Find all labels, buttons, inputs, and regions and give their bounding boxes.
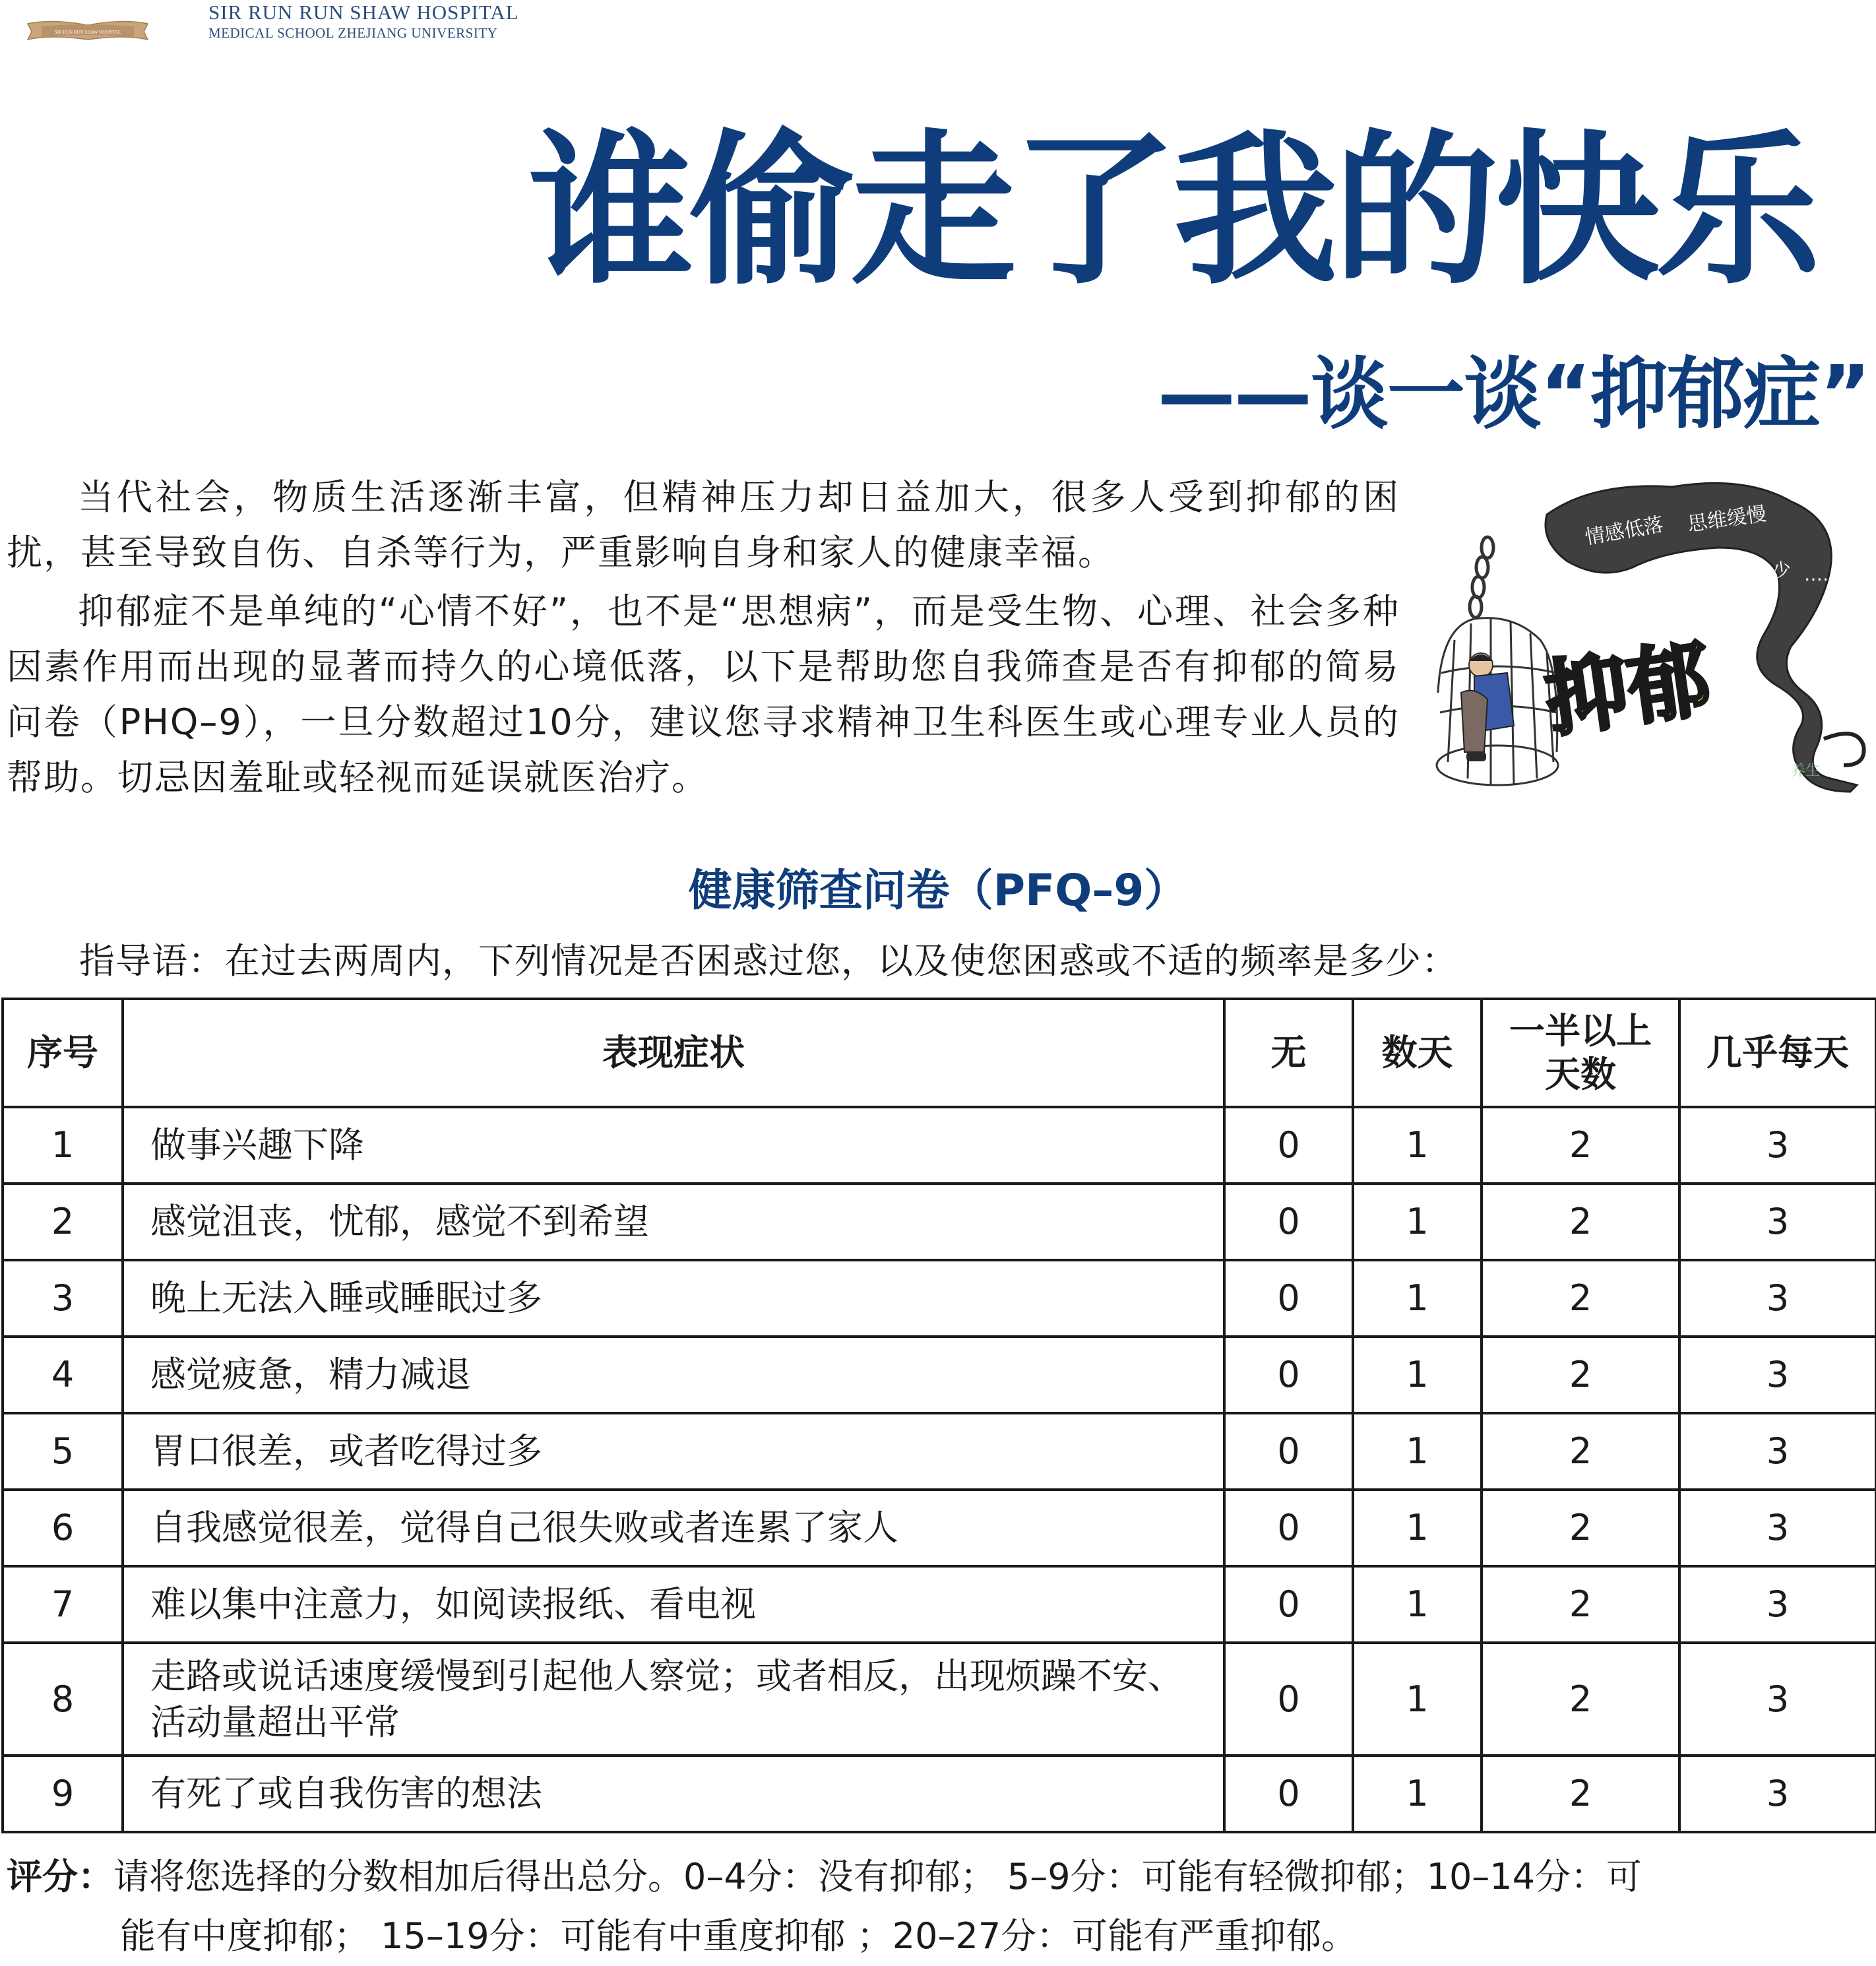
score-several-days[interactable]: 1 <box>1353 1490 1482 1566</box>
row-symptom: 感觉沮丧，忧郁，感觉不到希望 <box>123 1184 1224 1260</box>
score-nearly-every-day[interactable]: 3 <box>1679 1490 1876 1566</box>
header-no: 序号 <box>3 999 123 1107</box>
score-nearly-every-day[interactable]: 3 <box>1679 1107 1876 1184</box>
scoring-section <box>7 1847 1867 1966</box>
score-more-than-half[interactable]: 2 <box>1482 1490 1679 1566</box>
table-row <box>3 1413 1876 1490</box>
score-nearly-every-day[interactable]: 3 <box>1679 1413 1876 1490</box>
header-more-than-half <box>1482 999 1679 1107</box>
header-nearly-every-day: 几乎每天 <box>1679 999 1876 1107</box>
score-several-days[interactable]: 1 <box>1353 1260 1482 1337</box>
score-more-than-half[interactable]: 2 <box>1482 1413 1679 1490</box>
header-none: 无 <box>1224 999 1353 1107</box>
score-none[interactable]: 0 <box>1224 1107 1353 1184</box>
table-row <box>3 1260 1876 1337</box>
row-number: 8 <box>3 1643 123 1756</box>
row-symptom: 自我感觉很差，觉得自己很失败或者连累了家人 <box>123 1490 1224 1566</box>
scoring-line-2: 能有中度抑郁； 15–19分：可能有中重度抑郁 ；20–27分：可能有严重抑郁。 <box>120 1915 1358 1957</box>
header-half-line1: 一半以上 <box>1509 1010 1652 1052</box>
score-nearly-every-day[interactable]: 3 <box>1679 1260 1876 1337</box>
score-none[interactable]: 0 <box>1224 1260 1353 1337</box>
row-symptom: 晚上无法入睡或睡眠过多 <box>123 1260 1224 1337</box>
score-more-than-half[interactable]: 2 <box>1482 1756 1679 1832</box>
row-symptom: 难以集中注意力，如阅读报纸、看电视 <box>123 1566 1224 1643</box>
score-none[interactable]: 0 <box>1224 1337 1353 1413</box>
header-half-line2: 天数 <box>1545 1054 1616 1095</box>
score-more-than-half[interactable]: 2 <box>1482 1184 1679 1260</box>
score-more-than-half[interactable]: 2 <box>1482 1566 1679 1643</box>
row-symptom: 走路或说话速度缓慢到引起他人察觉；或者相反，出现烦躁不安、活动量超出平常 <box>123 1643 1224 1756</box>
table-row <box>3 1566 1876 1643</box>
score-none[interactable]: 0 <box>1224 1566 1353 1643</box>
questionnaire-guide: 指导语：在过去两周内，下列情况是否困惑过您，以及使您困惑或不适的频率是多少： <box>79 940 1458 982</box>
label-emotion: 情感低落 <box>1583 513 1666 550</box>
chain-icon <box>1470 537 1493 618</box>
table-row <box>3 1337 1876 1413</box>
score-several-days[interactable]: 1 <box>1353 1107 1482 1184</box>
scoring-text-1: 请将您选择的分数相加后得出总分。0–4分：没有抑郁； 5–9分：可能有轻微抑郁；10–14分：可 <box>113 1856 1642 1897</box>
score-more-than-half[interactable]: 2 <box>1482 1643 1679 1756</box>
score-nearly-every-day[interactable]: 3 <box>1679 1184 1876 1260</box>
header <box>25 0 526 53</box>
depression-illustration <box>1435 475 1876 795</box>
score-none[interactable]: 0 <box>1224 1643 1353 1756</box>
table-row <box>3 1490 1876 1566</box>
row-symptom: 胃口很差，或者吃得过多 <box>123 1413 1224 1490</box>
score-nearly-every-day[interactable]: 3 <box>1679 1643 1876 1756</box>
row-number: 2 <box>3 1184 123 1260</box>
row-symptom: 做事兴趣下降 <box>123 1107 1224 1184</box>
table-row <box>3 1756 1876 1832</box>
page-subtitle: ——谈一谈“抑郁症” <box>1157 348 1869 439</box>
header-symptom: 表现症状 <box>123 999 1224 1107</box>
score-several-days[interactable]: 1 <box>1353 1566 1482 1643</box>
hospital-name <box>208 0 519 41</box>
table-header-row <box>3 999 1876 1107</box>
row-number: 7 <box>3 1566 123 1643</box>
logo-ribbon-text: SIR RUN RUN SHAW HOSPITAL <box>54 30 121 35</box>
score-none[interactable]: 0 <box>1224 1756 1353 1832</box>
illustration-big-text: 抑郁 <box>1539 631 1716 749</box>
row-number: 4 <box>3 1337 123 1413</box>
hospital-name-line2: MEDICAL SCHOOL ZHEJIANG UNIVERSITY <box>208 25 498 41</box>
hospital-logo <box>25 17 150 44</box>
score-nearly-every-day[interactable]: 3 <box>1679 1756 1876 1832</box>
questionnaire-title: 健康筛查问卷（PFQ–9） <box>688 865 1188 916</box>
score-more-than-half[interactable]: 2 <box>1482 1107 1679 1184</box>
score-several-days[interactable]: 1 <box>1353 1643 1482 1756</box>
score-more-than-half[interactable]: 2 <box>1482 1260 1679 1337</box>
score-none[interactable]: 0 <box>1224 1413 1353 1490</box>
score-none[interactable]: 0 <box>1224 1184 1353 1260</box>
score-more-than-half[interactable]: 2 <box>1482 1337 1679 1413</box>
intro-paragraph-1: 当代社会，物质生活逐渐丰富，但精神压力却日益加大，很多人受到抑郁的困扰，甚至导致自伤、自杀等行为，严重影响自身和家人的健康幸福。 <box>7 476 1400 573</box>
score-nearly-every-day[interactable]: 3 <box>1679 1566 1876 1643</box>
row-number: 6 <box>3 1490 123 1566</box>
score-several-days[interactable]: 1 <box>1353 1413 1482 1490</box>
page-title: 谁偷走了我的快乐 <box>529 113 1817 307</box>
hospital-name-line1: SIR RUN RUN SHAW HOSPITAL <box>208 1 519 24</box>
phq9-table <box>1 998 1876 1833</box>
intro-paragraph-2: 抑郁症不是单纯的“心情不好”，也不是“思想病”，而是受生物、心理、社会多种因素作用而出现的显著而持久的心境低落，以下是帮助您自我筛查是否有抑郁的简易问卷（PHQ–9），一旦分数超过10分，建议您寻求精神卫生科医生或心理专业人员的帮助。切忌因羞耻或轻视而延误就医治疗。 <box>7 590 1400 798</box>
table-row <box>3 1184 1876 1260</box>
row-number: 1 <box>3 1107 123 1184</box>
score-several-days[interactable]: 1 <box>1353 1184 1482 1260</box>
watermark-text: 养生 <box>1791 763 1821 779</box>
row-symptom: 感觉疲惫，精力减退 <box>123 1337 1224 1413</box>
intro-text <box>7 470 1400 809</box>
table-row <box>3 1643 1876 1756</box>
row-number: 5 <box>3 1413 123 1490</box>
table-row <box>3 1107 1876 1184</box>
row-number: 3 <box>3 1260 123 1337</box>
label-thinking: 思维缓慢 <box>1686 502 1768 536</box>
score-nearly-every-day[interactable]: 3 <box>1679 1337 1876 1413</box>
score-several-days[interactable]: 1 <box>1353 1756 1482 1832</box>
row-symptom: 有死了或自我伤害的想法 <box>123 1756 1224 1832</box>
scoring-line-1 <box>7 1847 1867 1907</box>
scoring-label: 评分： <box>7 1856 113 1897</box>
table-body <box>3 1107 1876 1832</box>
label-speech: 语言动作减少 <box>1679 557 1793 595</box>
header-several-days: 数天 <box>1353 999 1482 1107</box>
label-ellipsis: …… <box>1804 563 1841 585</box>
score-several-days[interactable]: 1 <box>1353 1337 1482 1413</box>
score-none[interactable]: 0 <box>1224 1490 1353 1566</box>
row-number: 9 <box>3 1756 123 1832</box>
